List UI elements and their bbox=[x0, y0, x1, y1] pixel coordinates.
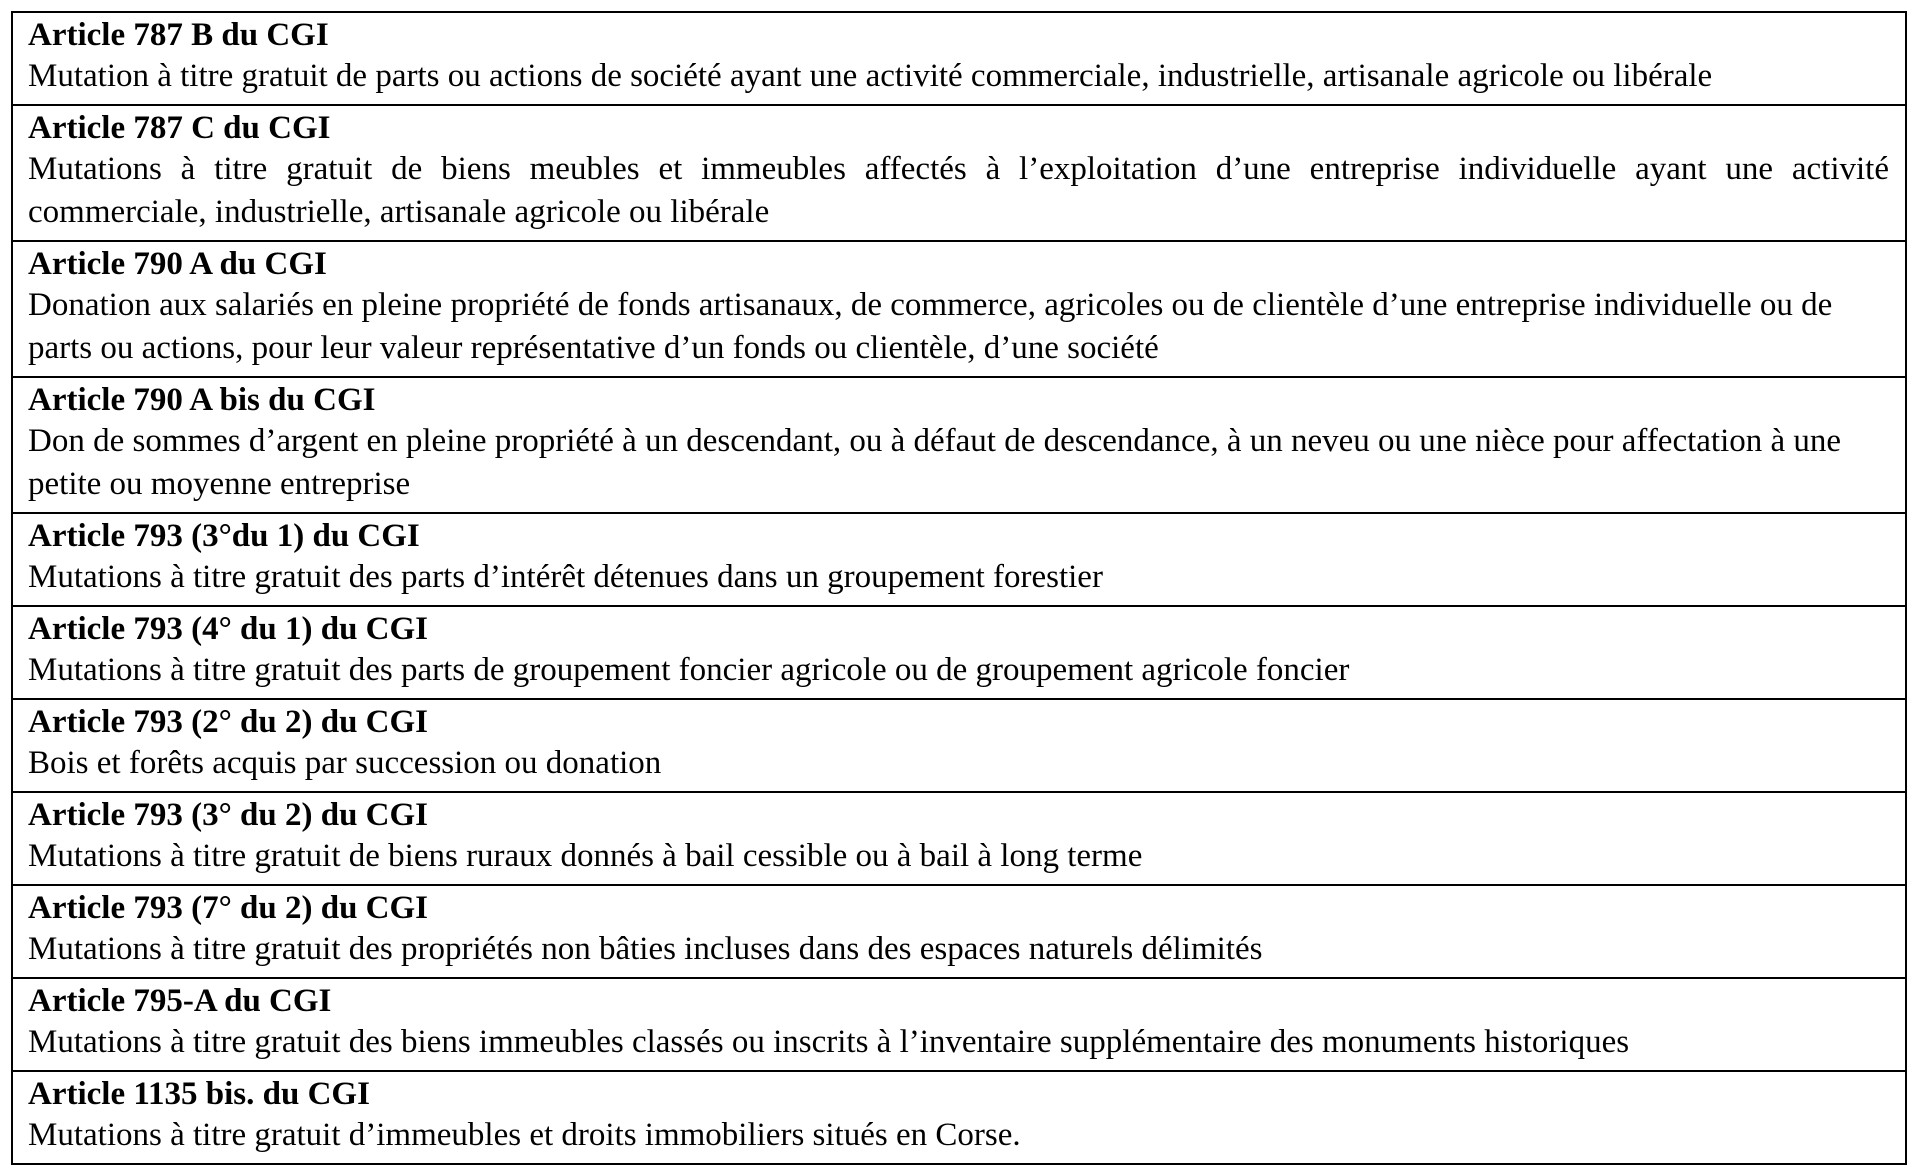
article-title: Article 793 (7° du 2) du CGI bbox=[28, 890, 429, 926]
table-row bbox=[13, 605, 1905, 698]
article-title: Article 793 (2° du 2) du CGI bbox=[28, 704, 429, 740]
table-row bbox=[13, 977, 1905, 1070]
article-description: Bois et forêts acquis par succession ou donation bbox=[28, 745, 662, 781]
table-row bbox=[13, 13, 1905, 104]
table-row bbox=[13, 1070, 1905, 1163]
article-title: Article 790 A bis du CGI bbox=[28, 382, 376, 418]
article-description: Mutations à titre gratuit des parts de groupement foncier agricole ou de groupement agricole foncier bbox=[28, 652, 1350, 688]
article-title: Article 795-A du CGI bbox=[28, 983, 332, 1019]
article-description: Don de sommes d’argent en pleine propriété à un descendant, ou à défaut de descendance, à un neveu ou une nièce pour affectation à une petite ou moyenne entreprise bbox=[28, 423, 1842, 502]
article-title: Article 787 B du CGI bbox=[28, 17, 329, 53]
table-row bbox=[13, 698, 1905, 791]
article-description: Mutations à titre gratuit des biens immeubles classés ou inscrits à l’inventaire supplémentaire des monuments historiques bbox=[28, 1024, 1630, 1060]
table-row bbox=[13, 512, 1905, 605]
table-row bbox=[13, 104, 1905, 240]
table-row bbox=[13, 376, 1905, 512]
articles-table bbox=[11, 11, 1907, 1165]
table-row bbox=[13, 884, 1905, 977]
article-title: Article 787 C du CGI bbox=[28, 110, 331, 146]
article-description: Mutation à titre gratuit de parts ou actions de société ayant une activité commerciale, industrielle, artisanale agricole ou libérale bbox=[28, 58, 1713, 94]
article-description: Mutations à titre gratuit d’immeubles et droits immobiliers situés en Corse. bbox=[28, 1117, 1021, 1153]
article-title: Article 1135 bis. du CGI bbox=[28, 1076, 370, 1112]
article-description: Mutations à titre gratuit de biens ruraux donnés à bail cessible ou à bail à long terme bbox=[28, 838, 1143, 874]
article-title: Article 793 (3°du 1) du CGI bbox=[28, 518, 420, 554]
article-title: Article 790 A du CGI bbox=[28, 246, 327, 282]
article-description: Donation aux salariés en pleine propriété de fonds artisanaux, de commerce, agricoles ou de clientèle d’une entreprise individuelle ou de parts ou actions, pour leur valeur représentative d’un fonds ou clientèle, d’une société bbox=[28, 287, 1833, 366]
article-description: Mutations à titre gratuit des parts d’intérêt détenues dans un groupement forestier bbox=[28, 559, 1103, 595]
article-description: Mutations à titre gratuit de biens meubles et immeubles affectés à l’exploitation d’une entreprise individuelle ayant une activité commerciale, industrielle, artisanale agricole ou libérale bbox=[28, 151, 1889, 230]
article-title: Article 793 (3° du 2) du CGI bbox=[28, 797, 429, 833]
table-row bbox=[13, 791, 1905, 884]
article-title: Article 793 (4° du 1) du CGI bbox=[28, 611, 429, 647]
article-description: Mutations à titre gratuit des propriétés non bâties incluses dans des espaces naturels délimités bbox=[28, 931, 1263, 967]
table-row bbox=[13, 240, 1905, 376]
